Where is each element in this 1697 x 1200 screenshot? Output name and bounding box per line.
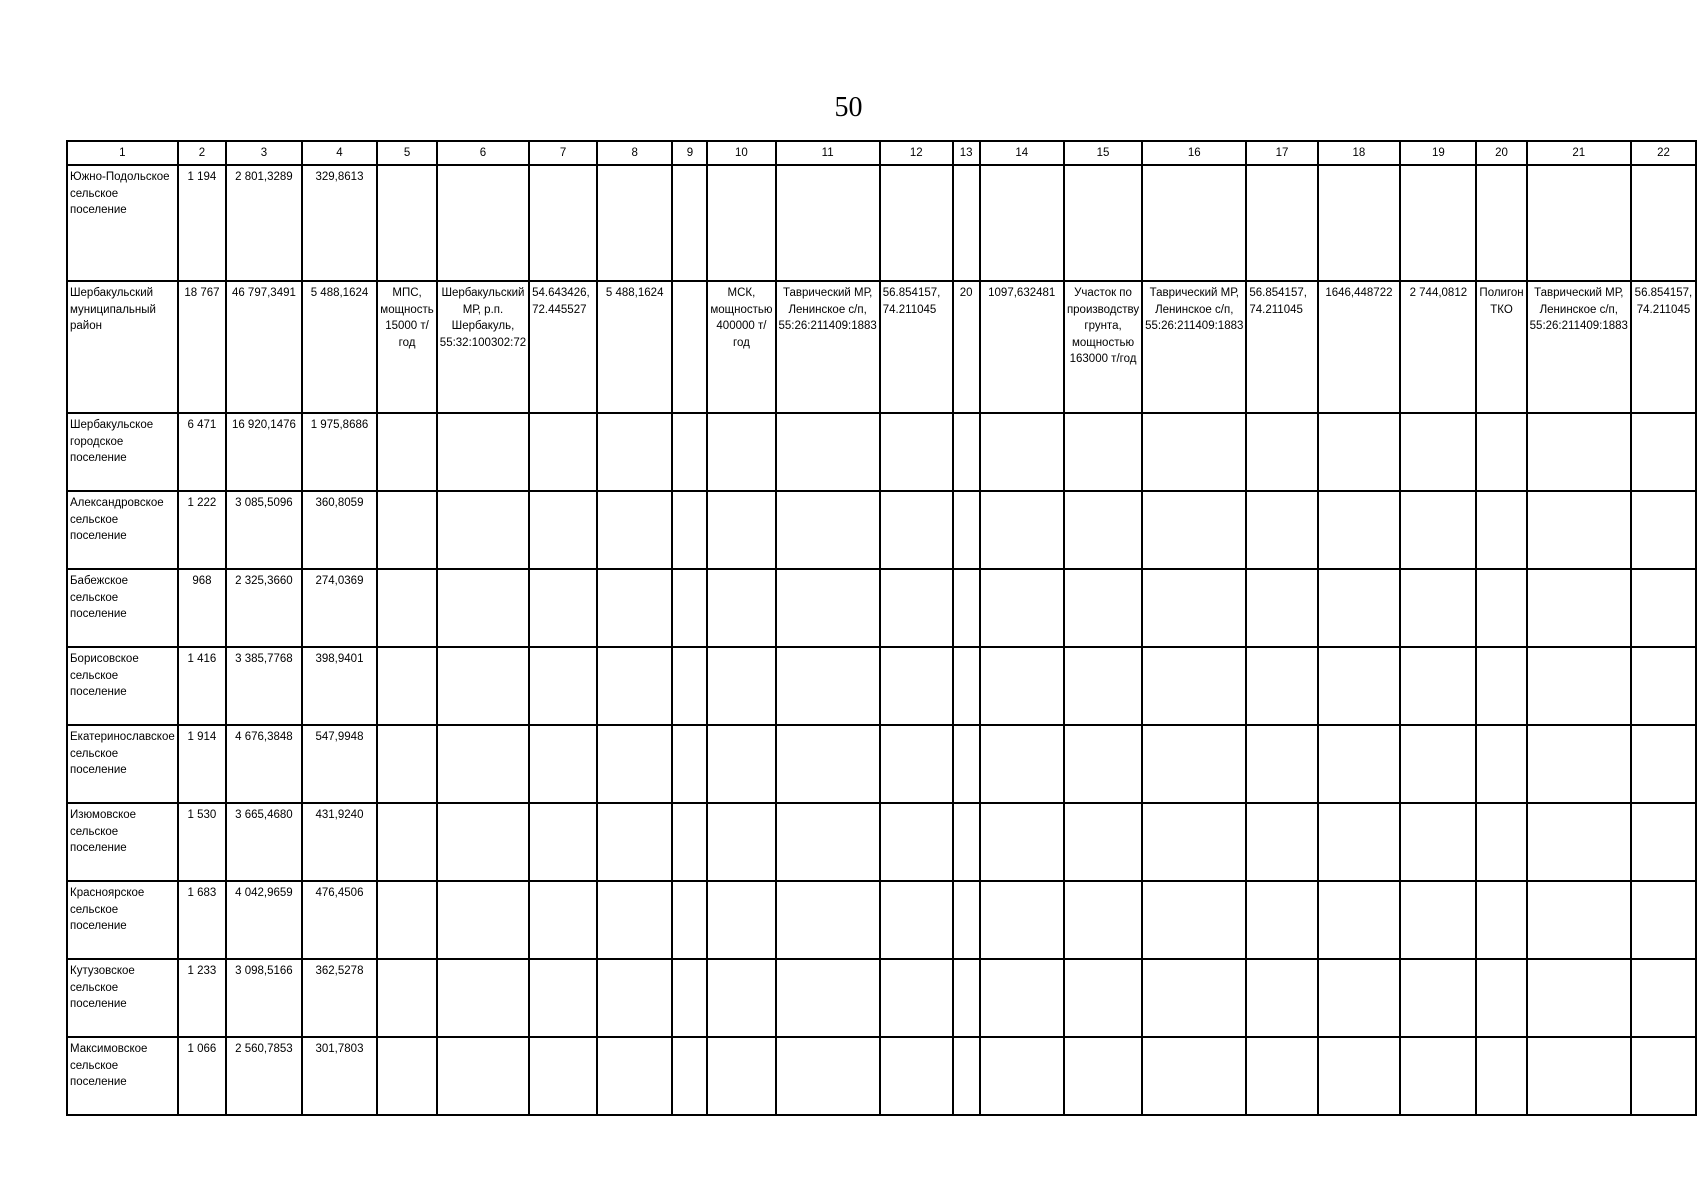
table-cell <box>1142 165 1246 281</box>
column-header: 2 <box>178 141 226 165</box>
table-row <box>67 725 1696 803</box>
table-cell <box>672 647 707 725</box>
row-name-cell: Южно-Подольское сельское поселение <box>67 165 178 281</box>
table-cell <box>1476 647 1526 725</box>
table-cell: 1 233 <box>178 959 226 1037</box>
table-cell <box>776 959 880 1037</box>
table-cell <box>597 725 673 803</box>
table-cell <box>1064 569 1142 647</box>
table-cell <box>437 725 529 803</box>
table-cell <box>953 959 980 1037</box>
column-header: 21 <box>1527 141 1631 165</box>
table-cell <box>980 1037 1064 1115</box>
table-cell <box>1476 725 1526 803</box>
table-cell <box>1527 413 1631 491</box>
table-cell <box>776 569 880 647</box>
table-cell <box>597 647 673 725</box>
table-cell <box>1318 959 1401 1037</box>
table-cell: 476,4506 <box>302 881 378 959</box>
table-cell <box>1400 413 1476 491</box>
table-cell: 1 914 <box>178 725 226 803</box>
column-header: 16 <box>1142 141 1246 165</box>
table-cell <box>776 803 880 881</box>
table-cell <box>880 647 953 725</box>
table-cell <box>1527 803 1631 881</box>
table-cell <box>1064 959 1142 1037</box>
table-cell <box>980 491 1064 569</box>
column-header: 18 <box>1318 141 1401 165</box>
table-cell <box>377 413 437 491</box>
table-cell <box>1527 165 1631 281</box>
table-cell <box>1527 647 1631 725</box>
table-cell <box>672 413 707 491</box>
table-cell <box>437 165 529 281</box>
table-cell <box>1476 569 1526 647</box>
table-cell <box>1064 881 1142 959</box>
table-cell: 1 222 <box>178 491 226 569</box>
table-cell <box>377 1037 437 1115</box>
table-cell <box>1246 569 1317 647</box>
column-header: 6 <box>437 141 529 165</box>
table-cell <box>597 165 673 281</box>
table-cell <box>1246 413 1317 491</box>
table-cell <box>1318 491 1401 569</box>
table-cell <box>437 803 529 881</box>
table-cell <box>377 491 437 569</box>
table-cell: 18 767 <box>178 281 226 413</box>
column-header: 8 <box>597 141 673 165</box>
table-cell <box>597 413 673 491</box>
table-cell <box>980 725 1064 803</box>
table-cell <box>672 803 707 881</box>
table-cell <box>1631 803 1696 881</box>
table-cell <box>980 959 1064 1037</box>
table-cell <box>529 1037 597 1115</box>
table-cell: 2 560,7853 <box>226 1037 302 1115</box>
table-cell <box>1318 647 1401 725</box>
table-cell: 56.854157, 74.211045 <box>1631 281 1696 413</box>
table-cell: 56.854157, 74.211045 <box>1246 281 1317 413</box>
table-cell <box>1400 491 1476 569</box>
table-cell: Таврический МР, Ленинское с/п, 55:26:211409:1883 <box>1142 281 1246 413</box>
table-cell <box>880 803 953 881</box>
table-cell <box>377 165 437 281</box>
table-cell: 362,5278 <box>302 959 378 1037</box>
table-cell <box>597 1037 673 1115</box>
table-cell <box>1400 569 1476 647</box>
table-cell: 54.643426, 72.445527 <box>529 281 597 413</box>
table-cell <box>1400 803 1476 881</box>
table-cell: 1 194 <box>178 165 226 281</box>
table-cell <box>707 803 775 881</box>
table-cell: 3 098,5166 <box>226 959 302 1037</box>
table-cell <box>1246 491 1317 569</box>
table-cell <box>953 647 980 725</box>
table-cell <box>1142 413 1246 491</box>
table-cell <box>1064 413 1142 491</box>
table-cell: 6 471 <box>178 413 226 491</box>
table-cell <box>437 959 529 1037</box>
table-cell <box>1476 491 1526 569</box>
table-cell: 329,8613 <box>302 165 378 281</box>
table-cell <box>377 647 437 725</box>
table-cell <box>437 881 529 959</box>
table-cell <box>707 647 775 725</box>
table-cell <box>1064 803 1142 881</box>
column-header: 22 <box>1631 141 1696 165</box>
table-cell <box>980 881 1064 959</box>
table-cell <box>529 959 597 1037</box>
table-cell: 1097,632481 <box>980 281 1064 413</box>
table-cell: 5 488,1624 <box>597 281 673 413</box>
table-cell <box>1064 491 1142 569</box>
table-row <box>67 803 1696 881</box>
column-header: 4 <box>302 141 378 165</box>
table-cell: 301,7803 <box>302 1037 378 1115</box>
table-cell <box>1246 881 1317 959</box>
table-cell <box>1142 959 1246 1037</box>
table-cell <box>1142 491 1246 569</box>
table-cell <box>776 413 880 491</box>
row-name-cell: Шербакульское городское поселение <box>67 413 178 491</box>
table-cell <box>1064 1037 1142 1115</box>
table-cell <box>707 165 775 281</box>
table-cell: 3 085,5096 <box>226 491 302 569</box>
table-cell <box>1318 803 1401 881</box>
table-cell <box>1318 569 1401 647</box>
table-cell <box>597 491 673 569</box>
table-cell <box>377 725 437 803</box>
table-cell: 1 683 <box>178 881 226 959</box>
column-header: 20 <box>1476 141 1526 165</box>
table-cell: Участок по производству грунта, мощностью 163000 т/год <box>1064 281 1142 413</box>
table-cell: 2 325,3660 <box>226 569 302 647</box>
table-cell <box>529 413 597 491</box>
table-cell <box>672 165 707 281</box>
table-row <box>67 959 1696 1037</box>
table-cell: 2 744,0812 <box>1400 281 1476 413</box>
data-table <box>66 140 1697 1116</box>
table-cell <box>980 413 1064 491</box>
table-cell <box>1142 725 1246 803</box>
table-cell <box>437 413 529 491</box>
table-cell: 46 797,3491 <box>226 281 302 413</box>
table-cell <box>529 725 597 803</box>
row-name-cell: Екатеринославское сельское поселение <box>67 725 178 803</box>
table-cell <box>672 569 707 647</box>
table-cell <box>597 569 673 647</box>
table-cell <box>1400 959 1476 1037</box>
table-cell <box>1631 413 1696 491</box>
table-cell: 274,0369 <box>302 569 378 647</box>
table-cell <box>707 881 775 959</box>
table-cell <box>1142 803 1246 881</box>
column-header: 9 <box>672 141 707 165</box>
table-cell <box>377 569 437 647</box>
table-cell <box>1631 725 1696 803</box>
table-cell <box>880 165 953 281</box>
table-cell: Полигон ТКО <box>1476 281 1526 413</box>
table-cell: 547,9948 <box>302 725 378 803</box>
table-cell <box>672 1037 707 1115</box>
table-cell: 4 042,9659 <box>226 881 302 959</box>
table-cell <box>707 725 775 803</box>
table-cell <box>707 413 775 491</box>
table-cell <box>1246 1037 1317 1115</box>
table-cell <box>377 881 437 959</box>
column-header: 3 <box>226 141 302 165</box>
table-cell <box>953 725 980 803</box>
table-cell <box>880 413 953 491</box>
table-cell <box>1064 647 1142 725</box>
table-cell <box>1476 881 1526 959</box>
table-cell <box>1631 881 1696 959</box>
table-cell: 56.854157, 74.211045 <box>880 281 953 413</box>
table-cell <box>1631 165 1696 281</box>
table-cell <box>1318 881 1401 959</box>
table-cell <box>776 491 880 569</box>
table-cell <box>529 569 597 647</box>
table-cell <box>1064 725 1142 803</box>
table-cell: 1646,448722 <box>1318 281 1401 413</box>
table-cell <box>980 165 1064 281</box>
table-cell <box>1476 803 1526 881</box>
table-cell: Таврический МР, Ленинское с/п, 55:26:211409:1883 <box>776 281 880 413</box>
table-cell <box>672 959 707 1037</box>
table-cell <box>1527 881 1631 959</box>
table-cell <box>953 881 980 959</box>
table-cell <box>707 1037 775 1115</box>
table-cell <box>1527 959 1631 1037</box>
table-cell <box>953 569 980 647</box>
row-name-cell: Красноярское сельское поселение <box>67 881 178 959</box>
table-cell <box>1476 413 1526 491</box>
row-name-cell: Максимовское сельское поселение <box>67 1037 178 1115</box>
table-cell <box>529 165 597 281</box>
table-cell: 2 801,3289 <box>226 165 302 281</box>
table-cell <box>1318 1037 1401 1115</box>
table-row <box>67 281 1696 413</box>
table-cell: МПС, мощность 15000 т/год <box>377 281 437 413</box>
table-row <box>67 165 1696 281</box>
table-cell <box>953 491 980 569</box>
table-row <box>67 1037 1696 1115</box>
table-cell <box>953 803 980 881</box>
table-cell <box>1064 165 1142 281</box>
table-cell: 968 <box>178 569 226 647</box>
table-row <box>67 491 1696 569</box>
table-cell <box>1527 1037 1631 1115</box>
table-cell: 1 530 <box>178 803 226 881</box>
table-cell <box>1476 959 1526 1037</box>
table-row <box>67 647 1696 725</box>
table-cell <box>597 803 673 881</box>
table-cell <box>980 803 1064 881</box>
table-cell <box>1631 491 1696 569</box>
table-cell <box>1142 1037 1246 1115</box>
table-cell <box>1527 725 1631 803</box>
table-cell <box>1631 1037 1696 1115</box>
table-cell <box>1400 1037 1476 1115</box>
table-cell: Шербакульский МР, р.п. Шербакуль, 55:32:100302:72 <box>437 281 529 413</box>
table-cell <box>776 165 880 281</box>
column-header: 12 <box>880 141 953 165</box>
table-cell <box>529 881 597 959</box>
table-cell <box>437 491 529 569</box>
table-cell <box>776 647 880 725</box>
table-cell <box>437 1037 529 1115</box>
row-name-cell: Борисовское сельское поселение <box>67 647 178 725</box>
table-cell <box>880 1037 953 1115</box>
table-cell <box>1631 569 1696 647</box>
table-cell <box>1142 647 1246 725</box>
table-cell <box>1142 881 1246 959</box>
table-cell <box>880 491 953 569</box>
table-cell <box>1318 725 1401 803</box>
table-cell <box>529 647 597 725</box>
table-cell <box>437 569 529 647</box>
column-header: 19 <box>1400 141 1476 165</box>
table-cell <box>707 569 775 647</box>
table-cell <box>776 1037 880 1115</box>
table-cell <box>776 725 880 803</box>
column-header: 14 <box>980 141 1064 165</box>
row-name-cell: Александровское сельское поселение <box>67 491 178 569</box>
column-header: 11 <box>776 141 880 165</box>
table-cell: 16 920,1476 <box>226 413 302 491</box>
column-header: 7 <box>529 141 597 165</box>
table-cell <box>1246 647 1317 725</box>
table-cell <box>707 959 775 1037</box>
table-cell: 3 665,4680 <box>226 803 302 881</box>
row-name-cell: Изюмовское сельское поселение <box>67 803 178 881</box>
table-cell <box>953 1037 980 1115</box>
table-cell: 431,9240 <box>302 803 378 881</box>
table-cell <box>1476 165 1526 281</box>
table-cell <box>880 881 953 959</box>
column-header: 1 <box>67 141 178 165</box>
table-cell <box>1400 881 1476 959</box>
column-header: 13 <box>953 141 980 165</box>
table-cell <box>953 165 980 281</box>
table-cell <box>1476 1037 1526 1115</box>
table-cell: 5 488,1624 <box>302 281 378 413</box>
table-cell <box>707 491 775 569</box>
row-name-cell: Бабежское сельское поселение <box>67 569 178 647</box>
table-cell: Таврический МР, Ленинское с/п, 55:26:211409:1883 <box>1527 281 1631 413</box>
table-cell <box>377 959 437 1037</box>
row-name-cell: Шербакульский муниципальный район <box>67 281 178 413</box>
table-cell <box>1631 647 1696 725</box>
table-cell: 1 066 <box>178 1037 226 1115</box>
table-cell <box>672 491 707 569</box>
table-cell <box>1318 165 1401 281</box>
table-row <box>67 881 1696 959</box>
table-cell <box>1631 959 1696 1037</box>
table-cell <box>437 647 529 725</box>
table-cell <box>1246 959 1317 1037</box>
table-cell <box>672 725 707 803</box>
table-row <box>67 569 1696 647</box>
row-name-cell: Кутузовское сельское поселение <box>67 959 178 1037</box>
table-cell <box>1318 413 1401 491</box>
table-cell <box>672 881 707 959</box>
column-header: 5 <box>377 141 437 165</box>
table-cell <box>880 725 953 803</box>
table-cell <box>1400 725 1476 803</box>
table-cell <box>377 803 437 881</box>
table-cell <box>597 959 673 1037</box>
table-cell: 360,8059 <box>302 491 378 569</box>
table-cell <box>1527 569 1631 647</box>
table-cell <box>953 413 980 491</box>
table-cell <box>980 647 1064 725</box>
table-cell: 20 <box>953 281 980 413</box>
table-cell: 1 416 <box>178 647 226 725</box>
table-cell <box>1142 569 1246 647</box>
table-cell <box>980 569 1064 647</box>
table-cell <box>1400 165 1476 281</box>
table-cell: 3 385,7768 <box>226 647 302 725</box>
column-header: 17 <box>1246 141 1317 165</box>
table-cell <box>776 881 880 959</box>
page-number: 50 <box>834 92 863 123</box>
table-cell: 1 975,8686 <box>302 413 378 491</box>
table-cell <box>880 959 953 1037</box>
table-cell: 398,9401 <box>302 647 378 725</box>
table-cell: 4 676,3848 <box>226 725 302 803</box>
table-cell <box>672 281 707 413</box>
table-cell <box>1527 491 1631 569</box>
table-row <box>67 413 1696 491</box>
table-cell <box>1246 803 1317 881</box>
column-header: 10 <box>707 141 775 165</box>
table-cell: МСК, мощностью 400000 т/год <box>707 281 775 413</box>
table-cell <box>1246 725 1317 803</box>
table-cell <box>597 881 673 959</box>
table-cell <box>529 491 597 569</box>
table-cell <box>1246 165 1317 281</box>
header-row <box>67 141 1696 165</box>
table-cell <box>529 803 597 881</box>
table-cell <box>1400 647 1476 725</box>
table-cell <box>880 569 953 647</box>
column-header: 15 <box>1064 141 1142 165</box>
